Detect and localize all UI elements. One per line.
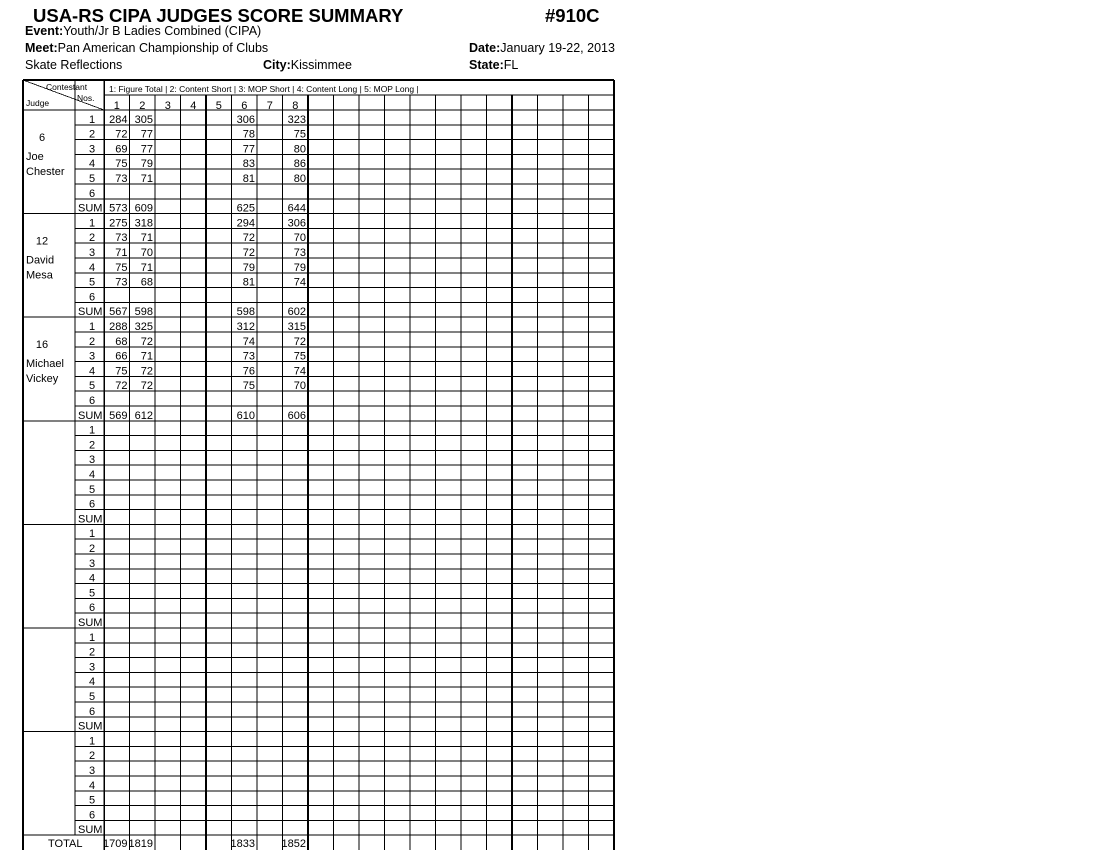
score-cell: 644 [287, 202, 306, 215]
judge-label: Judge [26, 98, 50, 108]
score-cell: 83 [242, 158, 255, 171]
row-label: 4 [89, 676, 96, 689]
row-label: 4 [89, 779, 96, 792]
event-label: Event: [25, 24, 64, 38]
row-label: 2 [89, 335, 96, 348]
score-cell: 72 [115, 128, 128, 141]
row-label: 1 [89, 113, 96, 126]
score-cell: 74 [293, 276, 306, 289]
row-label: 2 [89, 543, 96, 555]
judge-last-name: Mesa [26, 269, 53, 282]
score-cell: 71 [140, 350, 153, 363]
row-label: 6 [89, 809, 96, 822]
judge-number: 12 [35, 235, 49, 248]
score-cell: 70 [140, 247, 153, 259]
row-label: 1 [89, 321, 96, 333]
row-label: 4 [89, 158, 96, 171]
total-cell: 1709 [103, 838, 128, 850]
row-label: 1 [89, 424, 96, 437]
row-label: 6 [89, 498, 96, 511]
score-cell: 79 [140, 158, 153, 171]
score-cell: 81 [242, 173, 255, 185]
row-label: 5 [89, 794, 96, 807]
judge-first-name: Joe [26, 151, 44, 163]
meet-label: Meet: [25, 41, 58, 55]
score-cell: 567 [109, 306, 128, 319]
score-cell: 569 [109, 409, 128, 422]
score-cell: 318 [134, 217, 153, 230]
event-value: Youth/Jr B Ladies Combined (CIPA) [63, 24, 262, 38]
score-cell: 72 [293, 335, 306, 348]
score-cell: 323 [287, 113, 306, 126]
score-cell: 306 [236, 113, 255, 126]
score-cell: 288 [109, 321, 128, 333]
score-cell: 70 [293, 380, 306, 393]
score-cell: 76 [242, 365, 255, 378]
row-label: 5 [89, 276, 96, 289]
judge-last-name: Chester [26, 166, 65, 178]
score-cell: 625 [236, 202, 255, 215]
column-number: 2 [139, 100, 146, 112]
row-label: SUM [78, 720, 103, 733]
score-cell: 78 [242, 128, 255, 141]
row-label: 4 [89, 572, 96, 585]
column-number: 4 [190, 100, 197, 112]
score-cell: 609 [134, 202, 153, 215]
row-label: 2 [89, 646, 96, 659]
score-cell: 602 [287, 306, 306, 319]
total-label: TOTAL [48, 838, 83, 850]
state-value: FL [503, 58, 519, 72]
page-title: USA-RS CIPA JUDGES SCORE SUMMARY [33, 5, 404, 26]
score-cell: 315 [287, 321, 306, 333]
judge-number: 6 [38, 132, 46, 144]
score-cell: 305 [134, 113, 153, 126]
row-label: 6 [89, 187, 96, 200]
row-label: 3 [89, 143, 96, 156]
row-label: 3 [89, 765, 96, 777]
row-label: 3 [89, 661, 96, 674]
judge-first-name: Michael [26, 358, 64, 371]
score-cell: 69 [115, 143, 128, 156]
score-cell: 71 [140, 173, 153, 185]
row-label: SUM [78, 513, 103, 526]
date-label: Date: [469, 41, 501, 55]
column-number: 8 [292, 100, 299, 112]
score-cell: 275 [109, 217, 128, 230]
city-value: Kissimmee [290, 58, 352, 72]
score-cell: 70 [293, 232, 306, 245]
column-number: 1 [113, 100, 120, 112]
row-label: 1 [89, 528, 96, 541]
score-cell: 73 [242, 350, 255, 363]
score-cell: 71 [140, 232, 153, 245]
column-number: 5 [215, 100, 222, 112]
row-label: 3 [89, 557, 96, 570]
score-cell: 598 [134, 306, 153, 319]
score-cell: 77 [140, 143, 153, 156]
city-label: City: [263, 58, 291, 72]
row-label: 2 [89, 128, 96, 141]
score-cell: 610 [236, 409, 255, 422]
row-label: 4 [89, 365, 96, 378]
total-cell: 1852 [281, 838, 306, 850]
score-cell: 80 [293, 143, 306, 156]
date-value: January 19-22, 2013 [500, 41, 615, 55]
column-number: 7 [266, 100, 273, 112]
row-label: 4 [89, 469, 96, 481]
score-cell: 606 [287, 409, 306, 422]
score-cell: 75 [115, 261, 128, 274]
row-label: 1 [89, 735, 96, 748]
row-label: 2 [89, 232, 96, 245]
score-cell: 75 [242, 380, 255, 393]
score-cell: 71 [115, 247, 128, 259]
state-label: State: [469, 58, 504, 72]
row-label: 4 [89, 261, 96, 274]
score-cell: 284 [109, 113, 128, 126]
score-cell: 73 [293, 247, 306, 259]
row-label: 5 [89, 173, 96, 185]
score-cell: 294 [236, 217, 255, 230]
score-cell: 81 [242, 276, 255, 289]
score-cell: 312 [236, 321, 255, 333]
total-cell: 1819 [128, 838, 153, 850]
score-cell: 75 [115, 158, 128, 171]
row-label: 6 [89, 395, 96, 407]
nos-label: Nos. [77, 93, 95, 103]
row-label: 5 [89, 483, 96, 496]
score-cell: 74 [242, 335, 255, 348]
judge-first-name: David [26, 254, 55, 267]
row-label: 2 [89, 439, 96, 452]
row-label: 1 [89, 217, 96, 230]
row-label: 6 [89, 291, 96, 304]
row-label: 5 [89, 380, 96, 393]
total-cell: 1833 [230, 838, 255, 850]
row-label: 5 [89, 587, 96, 600]
score-cell: 75 [115, 365, 128, 378]
score-cell: 72 [115, 380, 128, 393]
row-label: SUM [78, 202, 103, 215]
score-cell: 68 [115, 335, 128, 348]
judge-number: 16 [35, 339, 49, 352]
score-cell: 86 [293, 158, 306, 171]
score-cell: 72 [140, 335, 153, 348]
row-label: 1 [89, 631, 96, 644]
score-cell: 72 [140, 380, 153, 393]
score-cell: 68 [140, 276, 153, 289]
score-cell: 72 [140, 365, 153, 378]
score-cell: 306 [287, 217, 306, 230]
score-cell: 73 [115, 173, 128, 185]
row-label: SUM [78, 824, 103, 837]
score-cell: 66 [115, 350, 128, 363]
score-cell: 77 [242, 143, 255, 156]
score-cell: 72 [242, 232, 255, 245]
score-cell: 573 [109, 202, 128, 215]
score-cell: 77 [140, 128, 153, 141]
column-number: 6 [241, 100, 248, 112]
meet-value: Pan American Championship of Clubs [57, 41, 269, 55]
row-label: 3 [89, 247, 96, 259]
judge-last-name: Vickey [26, 373, 59, 386]
form-number: #910C [545, 5, 600, 26]
score-cell: 75 [293, 350, 306, 363]
score-cell: 325 [134, 321, 153, 333]
column-legend: 1: Figure Total | 2: Content Short | 3: MOP Short | 4: Content Long | 5: MOP Long | [109, 84, 419, 94]
row-label: 6 [89, 602, 96, 615]
row-label: SUM [78, 306, 103, 319]
score-cell: 80 [293, 173, 306, 185]
row-label: 6 [89, 705, 96, 718]
score-cell: 79 [242, 261, 255, 274]
score-cell: 612 [134, 409, 153, 422]
club-name: Skate Reflections [25, 58, 123, 72]
score-cell: 72 [242, 247, 255, 259]
score-cell: 79 [293, 261, 306, 274]
row-label: 3 [89, 350, 96, 363]
score-cell: 598 [236, 306, 255, 319]
row-label: 3 [89, 454, 96, 467]
column-number: 3 [164, 100, 171, 112]
score-cell: 73 [115, 232, 128, 245]
row-label: SUM [78, 617, 103, 629]
contestant-label: Contestant [46, 82, 88, 92]
score-cell: 73 [115, 276, 128, 289]
score-cell: 71 [140, 261, 153, 274]
row-label: 5 [89, 691, 96, 703]
row-label: SUM [78, 409, 103, 422]
score-cell: 75 [293, 128, 306, 141]
score-cell: 74 [293, 365, 306, 378]
row-label: 2 [89, 750, 96, 763]
